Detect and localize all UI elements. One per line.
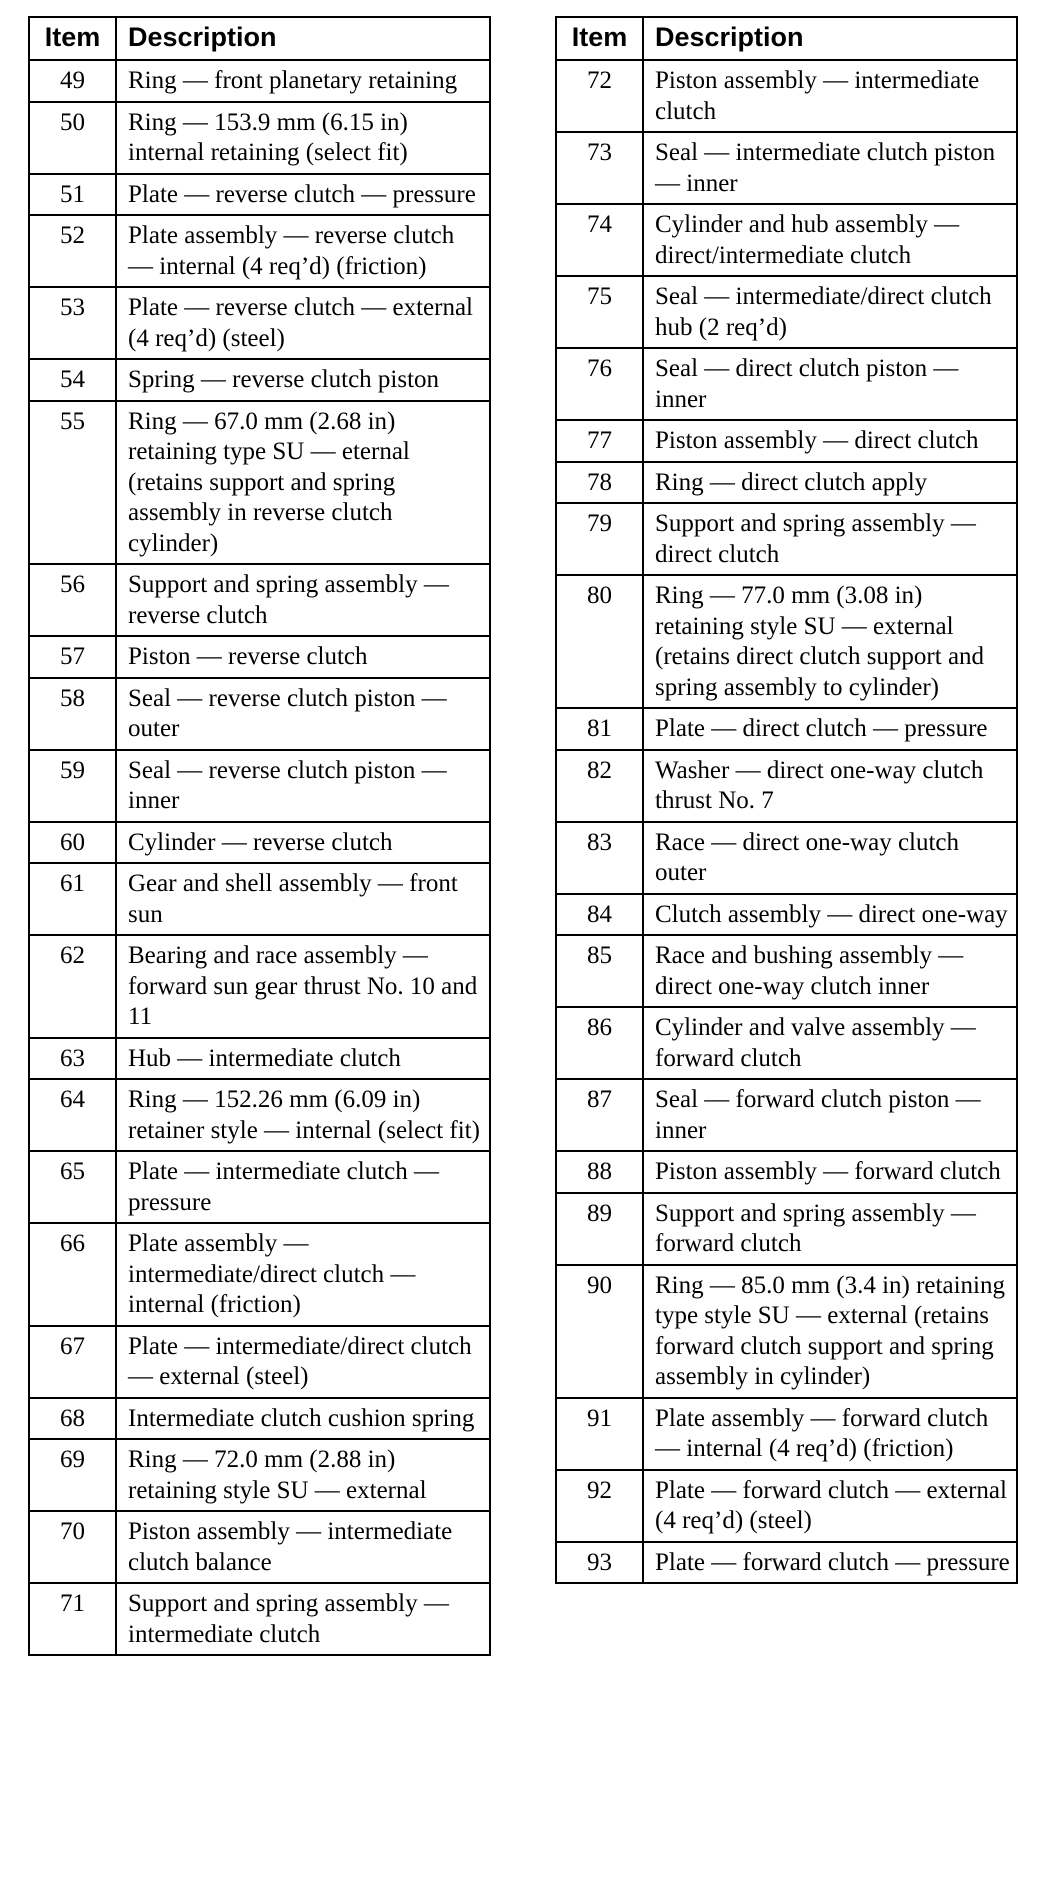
item-number: 92 [556,1470,643,1542]
table-row [29,1583,490,1655]
table-row [556,1079,1017,1151]
item-number: 69 [29,1439,116,1511]
item-number: 66 [29,1223,116,1326]
table-row [29,564,490,636]
item-number: 57 [29,636,116,678]
item-number: 84 [556,894,643,936]
table-row [29,401,490,565]
item-number: 62 [29,935,116,1038]
table-row [29,863,490,935]
item-number: 49 [29,60,116,102]
item-number: 51 [29,174,116,216]
item-description: Intermediate clutch cushion spring [116,1398,490,1440]
description-column-header: Description [643,17,1017,60]
item-description: Ring — direct clutch apply [643,462,1017,504]
item-description: Seal — direct clutch piston — inner [643,348,1017,420]
item-number: 58 [29,678,116,750]
item-description: Plate — intermediate clutch — pressure [116,1151,490,1223]
header-row [29,17,490,60]
table-row [29,102,490,174]
item-number: 75 [556,276,643,348]
table-row [29,1151,490,1223]
item-description: Plate — forward clutch — pressure [643,1542,1017,1584]
item-number: 86 [556,1007,643,1079]
item-description: Washer — direct one-way clutch thrust No. 7 [643,750,1017,822]
table-row [29,750,490,822]
item-description: Plate — reverse clutch — external (4 req’d) (steel) [116,287,490,359]
table-row [29,1223,490,1326]
item-number: 91 [556,1398,643,1470]
description-column-header: Description [116,17,490,60]
table-row [556,1007,1017,1079]
table-row [29,1079,490,1151]
item-number: 85 [556,935,643,1007]
item-description: Piston assembly — forward clutch [643,1151,1017,1193]
table-row [29,287,490,359]
table-row [556,708,1017,750]
table-row [556,575,1017,708]
item-description: Plate — reverse clutch — pressure [116,174,490,216]
parts-table-left [28,16,491,1656]
item-number: 79 [556,503,643,575]
item-number: 50 [29,102,116,174]
table-row [29,822,490,864]
table-row [556,935,1017,1007]
table-row [556,276,1017,348]
table-row [29,935,490,1038]
item-description: Piston assembly — intermediate clutch balance [116,1511,490,1583]
item-description: Plate assembly — forward clutch — internal (4 req’d) (friction) [643,1398,1017,1470]
header-row [556,17,1017,60]
item-number: 55 [29,401,116,565]
table-row [556,1265,1017,1398]
item-number: 70 [29,1511,116,1583]
item-description: Plate — direct clutch — pressure [643,708,1017,750]
item-description: Plate assembly — reverse clutch — internal (4 req’d) (friction) [116,215,490,287]
item-number: 59 [29,750,116,822]
item-description: Support and spring assembly — reverse clutch [116,564,490,636]
item-number: 90 [556,1265,643,1398]
table-row [556,750,1017,822]
item-description: Piston assembly — direct clutch [643,420,1017,462]
item-number: 78 [556,462,643,504]
item-description: Hub — intermediate clutch [116,1038,490,1080]
item-number: 87 [556,1079,643,1151]
item-description: Ring — 152.26 mm (6.09 in) retainer style — internal (select fit) [116,1079,490,1151]
table-row [556,1398,1017,1470]
table-row [556,1193,1017,1265]
item-number: 76 [556,348,643,420]
item-description: Clutch assembly — direct one-way [643,894,1017,936]
item-description: Support and spring assembly — intermediate clutch [116,1583,490,1655]
item-description: Ring — 72.0 mm (2.88 in) retaining style SU — external [116,1439,490,1511]
item-number: 88 [556,1151,643,1193]
item-number: 63 [29,1038,116,1080]
item-description: Plate — intermediate/direct clutch — external (steel) [116,1326,490,1398]
table-row [556,348,1017,420]
table-row [556,1542,1017,1584]
table-row [29,359,490,401]
item-description: Seal — intermediate/direct clutch hub (2 req’d) [643,276,1017,348]
item-description: Ring — 85.0 mm (3.4 in) retaining type style SU — external (retains forward clutch support and spring assembly in cylinder) [643,1265,1017,1398]
item-number: 52 [29,215,116,287]
item-description: Seal — intermediate clutch piston — inner [643,132,1017,204]
table-row [29,1326,490,1398]
item-number: 60 [29,822,116,864]
item-number: 65 [29,1151,116,1223]
item-number: 80 [556,575,643,708]
item-description: Seal — reverse clutch piston — outer [116,678,490,750]
table-row [556,503,1017,575]
item-description: Ring — 67.0 mm (2.68 in) retaining type SU — eternal (retains support and spring assembly in reverse clutch cylinder) [116,401,490,565]
item-description: Cylinder and hub assembly — direct/intermediate clutch [643,204,1017,276]
table-row [556,132,1017,204]
item-description: Support and spring assembly — direct clutch [643,503,1017,575]
item-description: Ring — front planetary retaining [116,60,490,102]
item-number: 56 [29,564,116,636]
item-number: 93 [556,1542,643,1584]
item-description: Ring — 153.9 mm (6.15 in) internal retaining (select fit) [116,102,490,174]
table-row [556,204,1017,276]
item-description: Race — direct one-way clutch outer [643,822,1017,894]
table-row [556,1470,1017,1542]
item-description: Plate assembly — intermediate/direct clutch — internal (friction) [116,1223,490,1326]
item-description: Spring — reverse clutch piston [116,359,490,401]
table-row [556,462,1017,504]
item-description: Ring — 77.0 mm (3.08 in) retaining style SU — external (retains direct clutch support and spring assembly to cylinder) [643,575,1017,708]
item-number: 64 [29,1079,116,1151]
table-row [556,1151,1017,1193]
table-row [29,678,490,750]
item-number: 74 [556,204,643,276]
table-row [29,1398,490,1440]
item-number: 67 [29,1326,116,1398]
item-description: Bearing and race assembly — forward sun gear thrust No. 10 and 11 [116,935,490,1038]
table-row [556,894,1017,936]
item-number: 71 [29,1583,116,1655]
item-description: Support and spring assembly — forward clutch [643,1193,1017,1265]
item-description: Plate — forward clutch — external (4 req’d) (steel) [643,1470,1017,1542]
item-number: 72 [556,60,643,132]
table-row [29,174,490,216]
item-number: 73 [556,132,643,204]
item-number: 89 [556,1193,643,1265]
item-number: 82 [556,750,643,822]
item-number: 81 [556,708,643,750]
table-row [29,1038,490,1080]
item-column-header: Item [29,17,116,60]
item-number: 68 [29,1398,116,1440]
table-row [29,60,490,102]
item-description: Seal — reverse clutch piston — inner [116,750,490,822]
parts-table-right [555,16,1018,1584]
item-number: 83 [556,822,643,894]
item-description: Cylinder and valve assembly — forward clutch [643,1007,1017,1079]
item-description: Gear and shell assembly — front sun [116,863,490,935]
table-row [29,215,490,287]
item-description: Piston assembly — intermediate clutch [643,60,1017,132]
table-row [29,636,490,678]
item-description: Race and bushing assembly — direct one-way clutch inner [643,935,1017,1007]
item-number: 77 [556,420,643,462]
table-row [29,1439,490,1511]
item-number: 54 [29,359,116,401]
table-row [556,420,1017,462]
item-description: Cylinder — reverse clutch [116,822,490,864]
item-number: 53 [29,287,116,359]
item-column-header: Item [556,17,643,60]
table-row [29,1511,490,1583]
table-row [556,60,1017,132]
item-description: Seal — forward clutch piston — inner [643,1079,1017,1151]
item-number: 61 [29,863,116,935]
table-row [556,822,1017,894]
item-description: Piston — reverse clutch [116,636,490,678]
